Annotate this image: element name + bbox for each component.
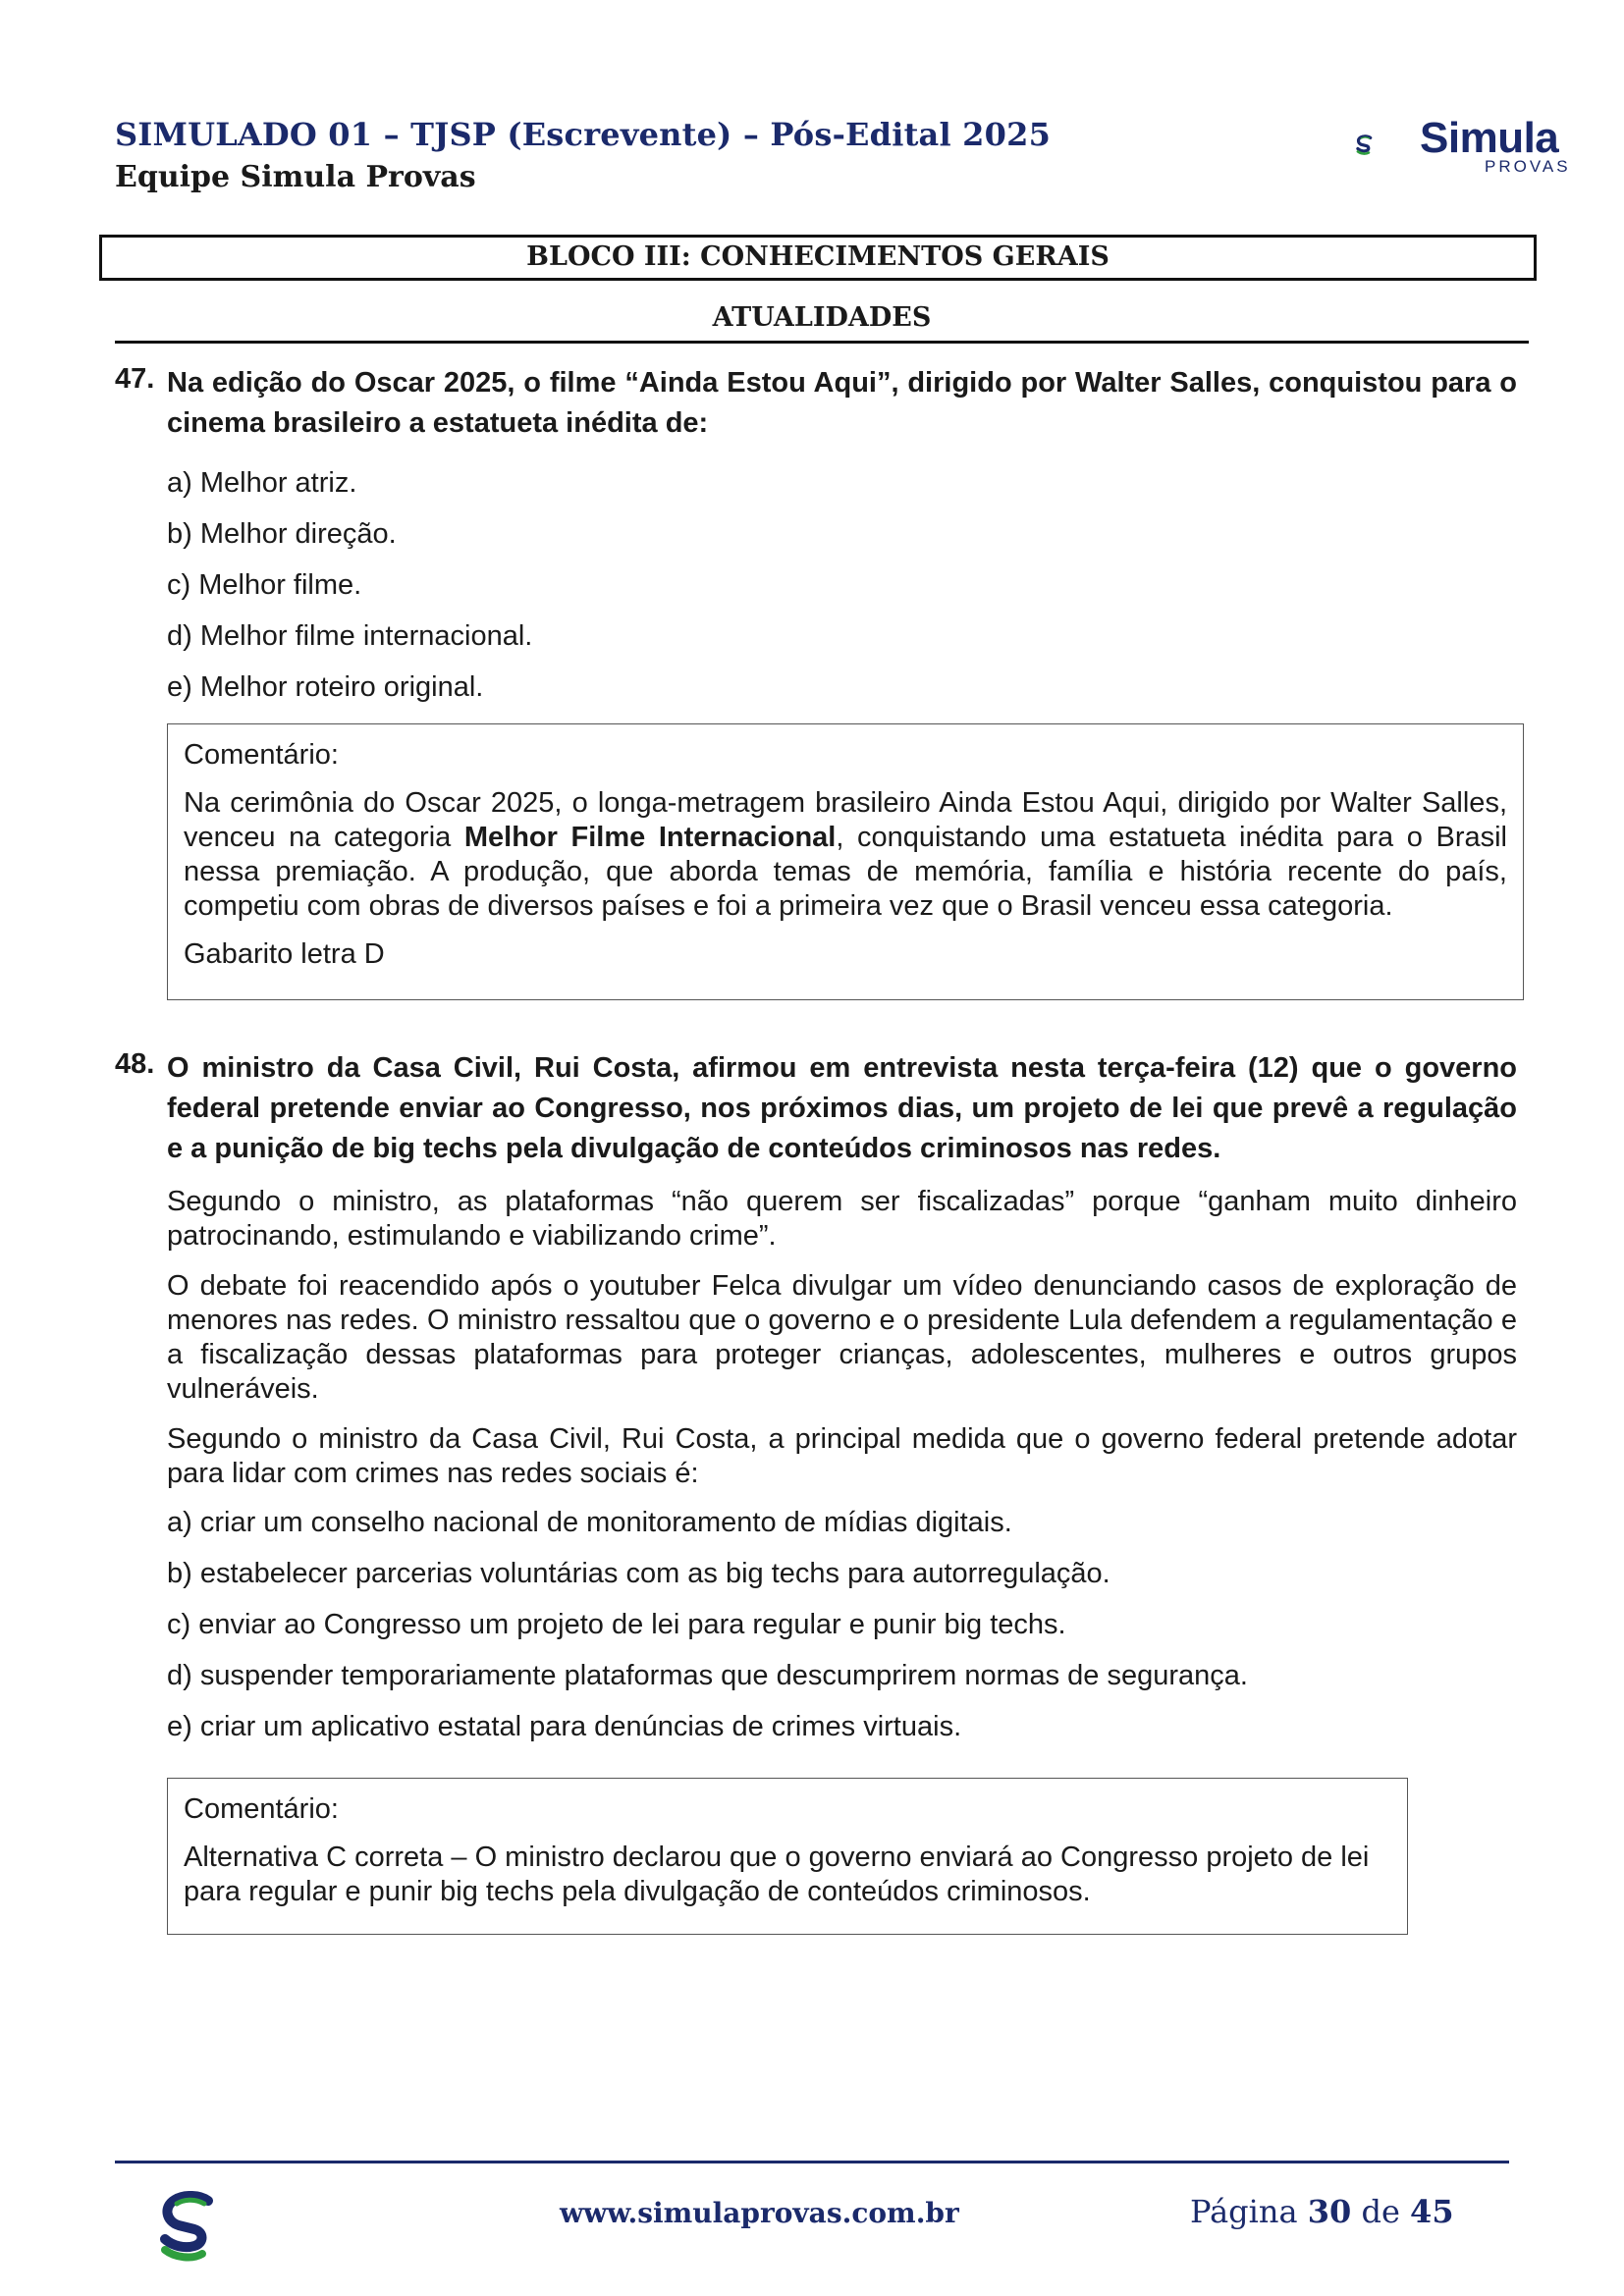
options-list bbox=[167, 457, 1517, 713]
question-48 bbox=[115, 1048, 1517, 1752]
question-context bbox=[167, 1185, 1517, 1491]
question-statement: Na edição do Oscar 2025, o filme “Ainda Estou Aqui”, dirigido por Walter Salles, conquistou para o cinema brasileiro a estatueta inédita de: bbox=[167, 367, 1517, 439]
option-a[interactable]: a) Melhor atriz. bbox=[167, 467, 357, 499]
answer-key: Gabarito letra D bbox=[184, 938, 385, 970]
simula-footer-logo-icon bbox=[157, 2191, 218, 2264]
question-number: 47. bbox=[115, 363, 155, 395]
logo-wordmark: Simula bbox=[1420, 114, 1559, 162]
context-paragraph: Segundo o ministro, as plataformas “não querem ser fiscalizadas” porque “ganham muito dinheiro patrocinando, estimulando e viabilizando crime”. bbox=[167, 1186, 1517, 1252]
comment-highlight: Melhor Filme Internacional bbox=[463, 822, 837, 853]
option-a[interactable]: a) criar um conselho nacional de monitoramento de mídias digitais. bbox=[167, 1507, 1012, 1538]
page-number: Página 30 de 45 bbox=[1190, 2193, 1454, 2230]
comment-text: Alternativa C correta – O ministro declarou que o governo enviará ao Congresso projeto de lei para regular e punir big techs pela divulgação de conteúdos criminosos. bbox=[184, 1842, 1370, 1907]
context-paragraph: Segundo o ministro da Casa Civil, Rui Costa, a principal medida que o governo federal pretende adotar para lidar com crimes nas redes sociais é: bbox=[167, 1423, 1517, 1489]
section-divider bbox=[115, 341, 1529, 344]
document-subtitle: Equipe Simula Provas bbox=[115, 160, 476, 194]
logo-subtext: PROVAS bbox=[1485, 157, 1571, 176]
comment-label: Comentário: bbox=[184, 739, 339, 771]
footer-website-link[interactable]: www.simulaprovas.com.br bbox=[560, 2197, 959, 2229]
option-e[interactable]: e) Melhor roteiro original. bbox=[167, 671, 484, 703]
comment-box-48 bbox=[167, 1778, 1408, 1935]
simula-logo-icon bbox=[1355, 110, 1418, 181]
question-statement: O ministro da Casa Civil, Rui Costa, afirmou em entrevista nesta terça-feira (12) que o governo federal pretende enviar ao Congresso, nos próximos dias, um projeto de lei que prevê a regulação e a punição de big techs pela divulgação de conteúdos criminosos nas redes. bbox=[167, 1052, 1517, 1164]
block-heading: BLOCO III: CONHECIMENTOS GERAIS bbox=[99, 235, 1537, 281]
context-paragraph: O debate foi reacendido após o youtuber Felca divulgar um vídeo denunciando casos de exploração de menores nas redes. O ministro ressaltou que o governo e o presidente Lula defendem a regulamentação e a fiscalização dessas plataformas para proteger crianças, adolescentes, mulheres e outros grupos vulneráveis. bbox=[167, 1270, 1517, 1405]
option-d[interactable]: d) Melhor filme internacional. bbox=[167, 620, 533, 652]
comment-text: Na cerimônia do Oscar 2025, o longa-metragem brasileiro Ainda Estou Aqui, dirigido por Walter Salles, venceu na categoria Melhor Filme Internacional, conquistando uma estatueta inédita para o Brasil nessa premiação. A produção, que aborda temas de memória, família e história recente do país, competiu com obras de diversos países e foi a primeira vez que o Brasil venceu essa categoria. bbox=[184, 787, 1507, 922]
section-title: ATUALIDADES bbox=[712, 302, 932, 333]
comment-label: Comentário: bbox=[184, 1793, 339, 1825]
question-number: 48. bbox=[115, 1048, 155, 1080]
option-d[interactable]: d) suspender temporariamente plataformas que descumprirem normas de segurança. bbox=[167, 1660, 1248, 1691]
comment-box-47 bbox=[167, 723, 1524, 1000]
option-e[interactable]: e) criar um aplicativo estatal para denúncias de crimes virtuais. bbox=[167, 1711, 962, 1742]
option-c[interactable]: c) enviar ao Congresso um projeto de lei para regular e punir big techs. bbox=[167, 1609, 1066, 1640]
document-title: SIMULADO 01 – TJSP (Escrevente) – Pós-Edital 2025 bbox=[115, 116, 1052, 153]
option-b[interactable]: b) estabelecer parcerias voluntárias com as big techs para autorregulação. bbox=[167, 1558, 1110, 1589]
option-c[interactable]: c) Melhor filme. bbox=[167, 569, 362, 601]
options-list bbox=[167, 1497, 1517, 1752]
question-47 bbox=[115, 363, 1517, 713]
footer-divider bbox=[115, 2161, 1509, 2163]
option-b[interactable]: b) Melhor direção. bbox=[167, 518, 397, 550]
